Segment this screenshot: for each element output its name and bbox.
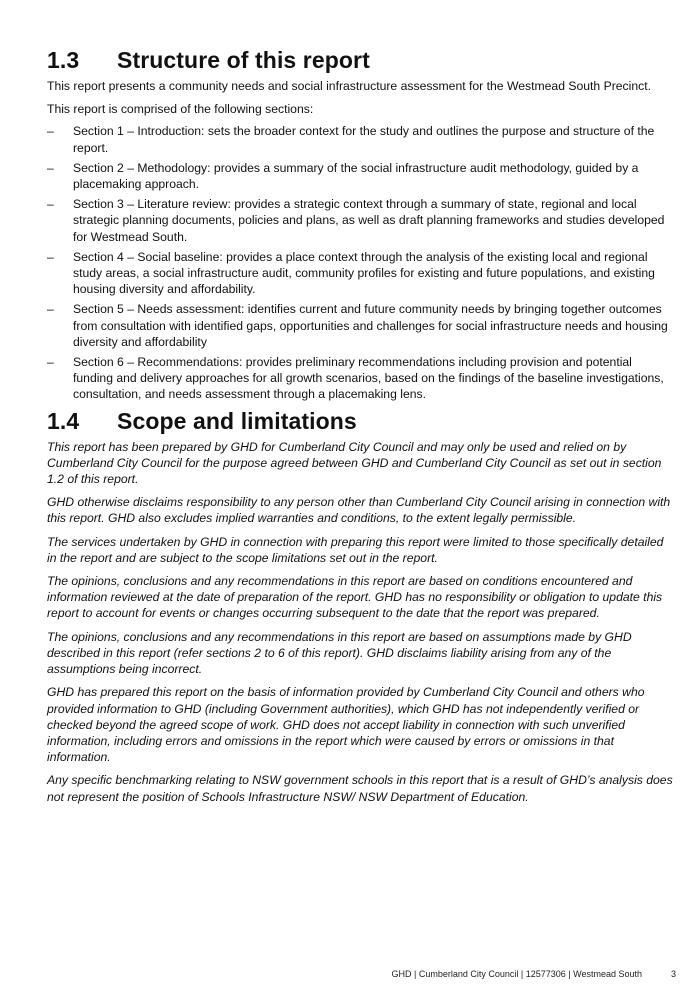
dash-bullet: –: [47, 160, 54, 175]
list-item: – Section 4 – Social baseline: provides a place context through the analysis of the existing local and regional study areas, a social infrastructure audit, community profiles for existing and future populations, and existing housing diversity and affordability.: [47, 249, 655, 297]
list-item: – Section 1 – Introduction: sets the broader context for the study and outlines the purpose and structure of the report.: [47, 124, 655, 155]
list-item: – Section 6 – Recommendations: provides preliminary recommendations including provision and potential funding and delivery approaches for all growth scenarios, based on the findings of the baseline investigations, consultation, and needs assessment through a placemaking lens.: [47, 355, 664, 402]
dash-bullet: –: [47, 355, 54, 370]
footer-text: GHD | Cumberland City Council | 12577306 | Westmead South: [391, 969, 642, 979]
list-item: – Section 5 – Needs assessment: identifies current and future community needs by bringing together outcomes from consultation with identified gaps, opportunities and challenges for social infrastructure needs and housing diversity and affordability: [47, 302, 668, 349]
scope-paragraph: GHD otherwise disclaims responsibility to any person other than Cumberland City Council arising in connection with this report. GHD also excludes implied warranties and conditions, to the extent legally permissible.: [47, 495, 671, 526]
scope-paragraph: The opinions, conclusions and any recommendations in this report are based on assumptions made by GHD described in this report (refer sections 2 to 6 of this report). GHD disclaims liability arising from any of the assumptions being incorrect.: [47, 629, 632, 677]
scope-paragraph: GHD has prepared this report on the basis of information provided by Cumberland City Council and others who provided information to GHD (including Government authorities), which GHD has not independently verified or checked beyond the agreed scope of work. GHD does not accept liability in connection with such unverified information, including errors and omissions in the report which were caused by errors or omissions in that information.: [47, 685, 645, 765]
sections-list: [47, 123, 673, 402]
dash-bullet: –: [47, 249, 54, 264]
scope-paragraph: The opinions, conclusions and any recommendations in this report are based on conditions encountered and information reviewed at the date of preparation of the report. GHD has no responsibility or obligation to update this report to account for events or changes occurring subsequent to the date that the report was prepared.: [47, 574, 663, 621]
scope-limitations-body: [47, 439, 673, 805]
page-footer: [0, 967, 682, 981]
list-item: – Section 3 – Literature review: provides a strategic context through a summary of state, regional and local strategic planning documents, policies and plans, as well as draft planning frameworks and studies developed for Westmead South.: [47, 197, 665, 244]
scope-paragraph: Any specific benchmarking relating to NSW government schools in this report that is a result of GHD’s analysis does not represent the position of Schools Infrastructure NSW/ NSW Department of Education.: [47, 773, 673, 804]
section-1-4-heading: [47, 407, 673, 435]
section-1-3-title: Structure of this report: [117, 47, 370, 73]
dash-bullet: –: [47, 124, 54, 139]
dash-bullet: –: [47, 302, 54, 317]
section-1-4-number: 1.4: [47, 407, 80, 434]
structure-sections-lead: This report is comprised of the following sections:: [47, 102, 314, 117]
section-1-3-number: 1.3: [47, 47, 80, 73]
dash-bullet: –: [47, 197, 54, 212]
structure-intro-paragraph: This report presents a community needs and social infrastructure assessment for the Westmead South Precinct.: [47, 79, 652, 93]
section-1-3-heading: [47, 46, 673, 74]
scope-paragraph: This report has been prepared by GHD for Cumberland City Council and may only be used and relied on by Cumberland City Council for the purpose agreed between GHD and Cumberland City Council as set out in section 1.2 of this report.: [47, 439, 662, 487]
list-item: – Section 2 – Methodology: provides a summary of the social infrastructure audit methodology, guided by a placemaking approach.: [47, 160, 639, 192]
scope-paragraph: The services undertaken by GHD in connection with preparing this report were limited to those specifically detailed in the report and are subject to the scope limitations set out in the report.: [47, 534, 664, 565]
page-number: 3: [670, 969, 676, 979]
section-1-4-title: Scope and limitations: [117, 407, 357, 434]
report-page: [47, 46, 673, 812]
